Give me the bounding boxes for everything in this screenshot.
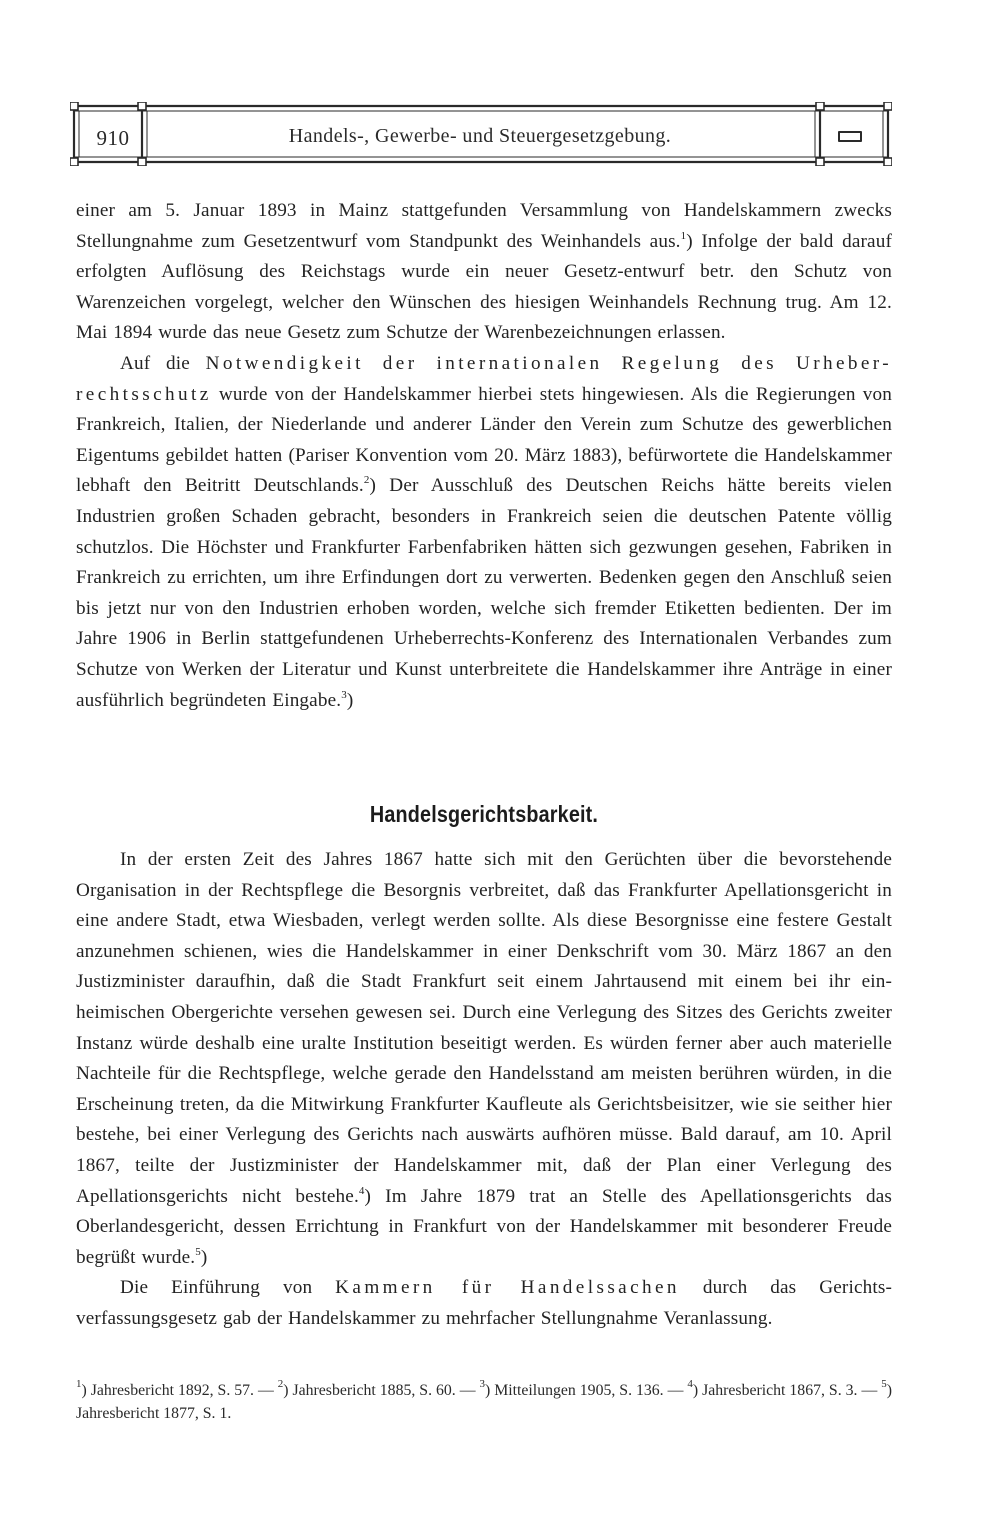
- footnote-ref: 1: [680, 229, 687, 242]
- footnote-ref: 3: [341, 688, 347, 701]
- footnotes: [76, 1380, 892, 1425]
- emphasis-spaced: Notwendigkeit der internationalen Regelung des Urheber-rechtsschutz: [76, 352, 893, 405]
- text-run: wurde von der Handelskammer hierbei stets hingewiesen. Als die Regierungen von Frankreich, Italien, der Niederlande und anderer Länder den Verein zum Schutze des gewerblichen Eigentums gebildet hatten (Pariser Konvention vom 20. März 1883), befürwortete die Handelskammer lebhaft den Beitritt Deutschlands.: [76, 383, 892, 497]
- footnote-ref: 2: [363, 474, 370, 487]
- text-run: Auf die: [120, 352, 206, 374]
- footnote-number: 4: [687, 1378, 693, 1390]
- footnote-number: 2: [277, 1378, 284, 1390]
- running-title: Handels-, Gewerbe- und Steuergesetzgebung.: [288, 125, 672, 147]
- paragraph: [76, 845, 892, 1273]
- text-run: Die Einführung von: [120, 1277, 336, 1299]
- text-run: ): [200, 1246, 208, 1268]
- paragraph: [76, 349, 892, 716]
- footnote-ref: 4: [358, 1184, 365, 1197]
- text-run: ) Der Ausschluß des Deutschen Reichs hätte bereits vielen Industrien großen Schaden gebracht, besonders in Frankreich seien die deutschen Patente völlig schutzlos. Die Höchster und Frankfurter Farbenfabriken hätten sich gezwungen gesehen, Fabriken in Frankreich zu errichten, um ihre Erfindungen dort zu verwerten. Bedenken gegen den Anschluß seien bis jetzt nur von den Industrien erhoben worden, welche sich fremder Etiketten bedienten. Der im Jahre 1906 in Berlin stattgefundenen Urheberrechts-Konferenz des Internationalen Verbandes zum Schutze von Werken der Literatur und Kunst unterbreitete die Handelskammer ihre Anträge in einer ausführlich begründeten Eingabe.: [76, 475, 892, 711]
- footnote-text: ) Jahresbericht 1867, S. 3. —: [692, 1382, 882, 1399]
- text-run: ): [346, 689, 354, 711]
- body-text-section-one: [76, 196, 892, 716]
- footnote-number: 3: [479, 1378, 485, 1390]
- footnote-ref: 5: [195, 1245, 201, 1258]
- footnote-number: 5: [881, 1378, 887, 1390]
- text-run: ) Infolge der bald darauf erfolgten Auflösung des Reichstags wurde ein neuer Gesetz-entwurf betr. den Schutz von Warenzeichen vorgelegt, welcher den Wünschen des hiesigen Weinhandels Rechnung trug. Am 12. Mai 1894 wurde das neue Gesetz zum Schutze der Warenbezeichnungen erlassen.: [76, 230, 892, 344]
- paragraph: [76, 1273, 892, 1334]
- body-text-section-two: [76, 845, 892, 1335]
- footnote-list: [76, 1380, 892, 1425]
- emphasis-spaced: Kammern für Handelssachen: [335, 1277, 680, 1299]
- section-heading: Handelsgerichtsbarkeit.: [369, 801, 599, 827]
- paragraph: [76, 196, 892, 349]
- footnote-number: 1: [76, 1378, 82, 1390]
- footnote-text: ) Jahresbericht 1892, S. 57. —: [81, 1382, 278, 1399]
- page-number: 910: [96, 126, 130, 150]
- header-ornament-icon: [838, 131, 862, 142]
- footnote-text: ) Mitteilungen 1905, S. 136. —: [484, 1382, 688, 1399]
- text-run: durch das Gerichts-verfassungsgesetz gab der Handelskammer zu mehrfacher Stellungnahme Veranlassung.: [76, 1277, 892, 1329]
- footnote-text: ) Jahresbericht 1877, S. 1.: [76, 1382, 892, 1422]
- footnote-text: ) Jahresbericht 1885, S. 60. —: [283, 1382, 480, 1399]
- text-run: einer am 5. Januar 1893 in Mainz stattgefunden Versammlung von Handelskammern zwecks Stellungnahme zum Gesetzentwurf vom Standpunkt des Weinhandels aus.: [76, 200, 892, 252]
- text-run: In der ersten Zeit des Jahres 1867 hatte sich mit den Gerüchten über die bevorstehende Organisation in der Rechtspflege die Besorgnis verbreitet, daß das Frankfurter Apellationsgericht in eine andere Stadt, etwa Wiesbaden, verlegt werden sollte. Als diese Besorgnisse eine festere Gestalt anzunehmen schienen, wies die Handelskammer in einer Denkschrift vom 30. März 1867 an den Justizminister daraufhin, daß die Stadt Frankfurt seit einem Jahrtausend mit einem bei ihr ein-heimischen Obergerichte versehen gewesen sei. Durch eine Verlegung des Sitzes des Gerichts zweiter Instanz würde deshalb eine uralte Institution beseitigt werden. Es würden ferner aber auch materielle Nachteile für die Rechtspflege, welche gerade den Handelsstand am meisten berühren würden, in die Erscheinung treten, da die Mitwirkung Frankfurter Kaufleute als Gerichtsbeisitzer, wie sie seither hier bestehe, bei einer Verlegung des Gerichts nach auswärts aufhören müsse. Bald darauf, am 10. April 1867, teilte der Justizminister der Handelskammer mit, daß der Plan einer Verlegung des Apellationsgerichts nicht bestehe.: [76, 849, 892, 1207]
- text-run: ) Im Jahre 1879 trat an Stelle des Apellationsgerichts das Oberlandesgericht, dessen Errichtung in Frankfurt von der Handelskammer mit besonderer Freude begrüßt wurde.: [76, 1185, 892, 1268]
